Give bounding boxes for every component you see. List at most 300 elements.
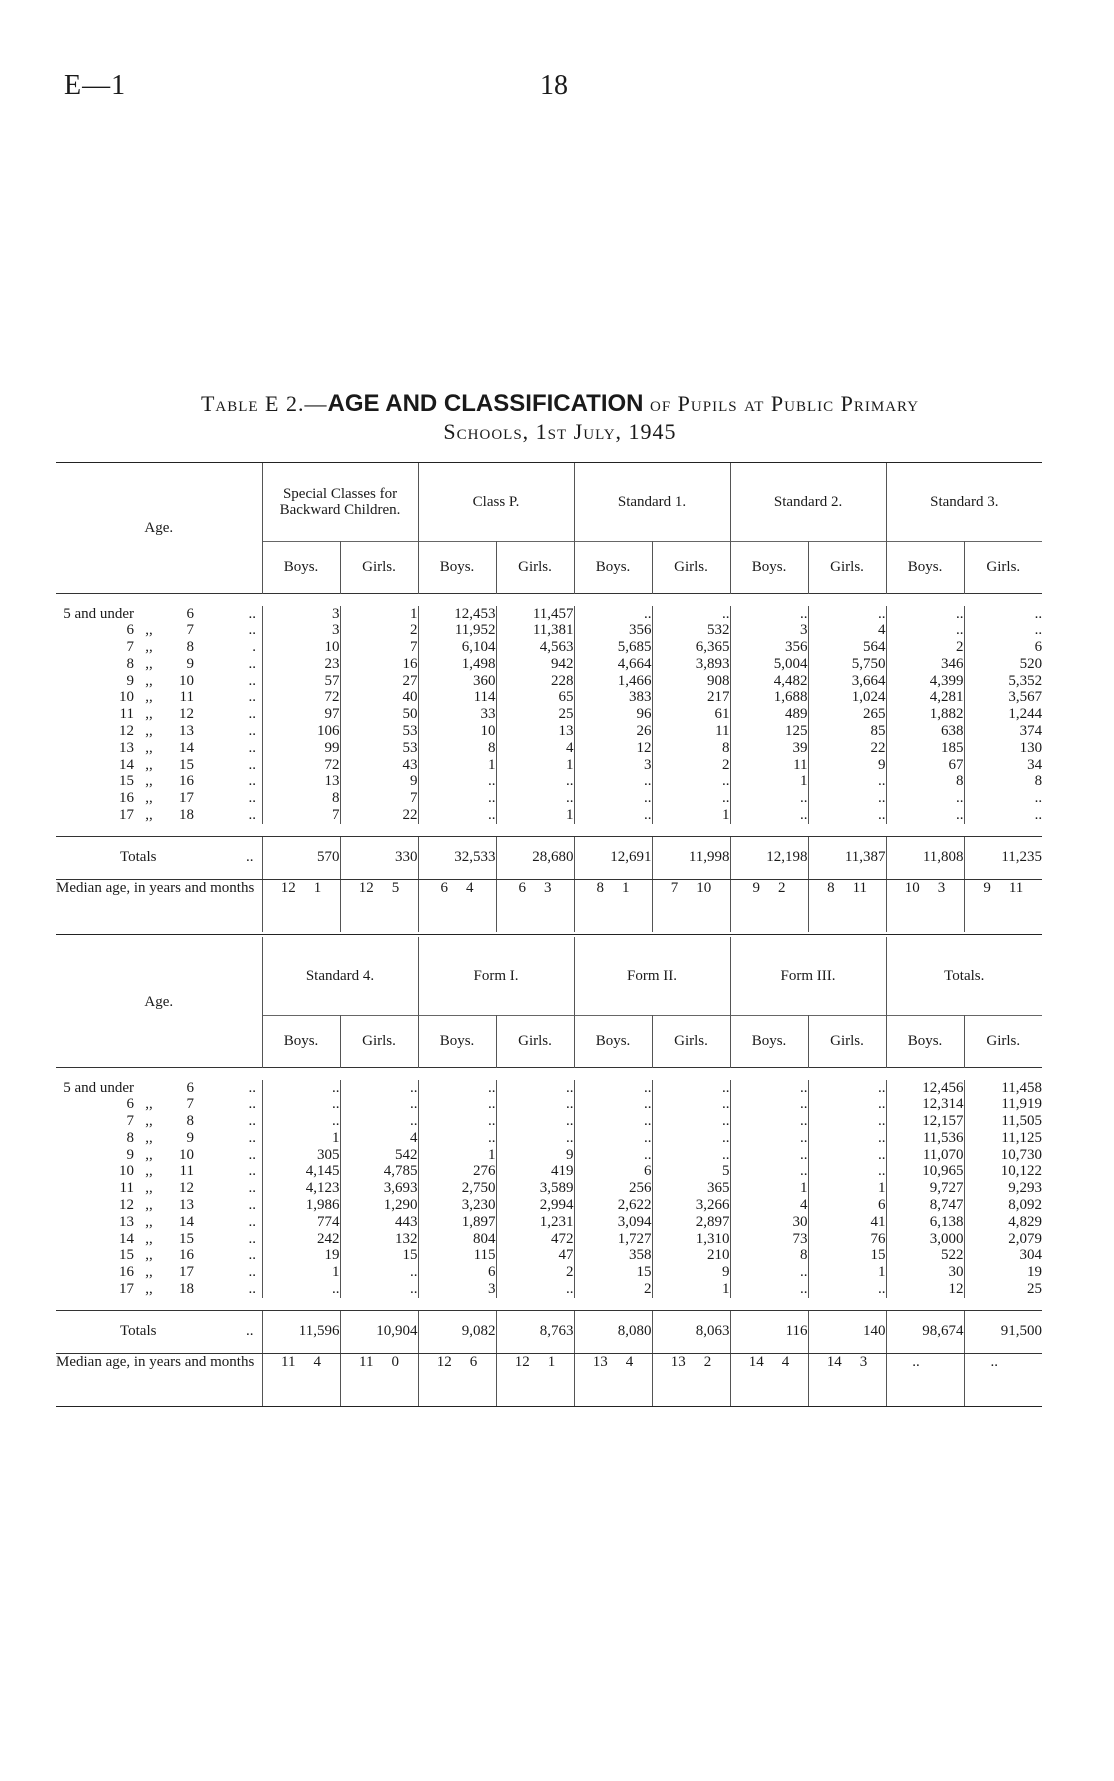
value-cell: 804 [418,1231,496,1248]
value-cell: 4,399 [886,673,964,690]
value-cell: 383 [574,689,652,706]
bottom-rule [56,1406,1042,1407]
value-cell: .. [964,622,1042,639]
value-cell: 1,310 [652,1231,730,1248]
age-cell [56,1264,262,1281]
value-cell: 489 [730,706,808,723]
table-row [56,1130,1042,1147]
value-cell: 13 [496,723,574,740]
boys-header: Boys. [262,1015,340,1067]
median-cell [808,1353,886,1406]
value-cell: 7 [262,807,340,824]
value-cell: .. [730,790,808,807]
median-years: 9 [983,879,991,896]
median-cell [262,879,340,932]
median-months: 1 [547,1353,556,1370]
age-cell [56,1113,262,1130]
age-from: 14 [119,756,134,773]
totals-row [56,1310,1042,1353]
median-months: 2 [778,879,786,896]
group-header: Totals. [886,937,1042,1015]
age-label [56,1214,262,1231]
value-cell: 1 [730,773,808,790]
age-to: 18 [179,807,194,824]
value-cell: 11,070 [886,1147,964,1164]
age-cell [56,622,262,639]
group-header: Form III. [730,937,886,1015]
age-label [56,1130,262,1147]
age-cell [56,1180,262,1197]
age-from: 10 [119,689,134,706]
value-cell: 1 [652,1281,730,1298]
value-cell: 11,458 [964,1080,1042,1097]
value-cell: 8 [730,1247,808,1264]
value-cell: 5,750 [808,656,886,673]
value-cell: 6 [574,1163,652,1180]
age-cell [56,606,262,623]
girls-header: Girls. [808,541,886,593]
value-cell: 3,266 [652,1197,730,1214]
value-cell: .. [886,807,964,824]
median-months: 6 [469,1353,478,1370]
value-cell: 1 [262,1264,340,1281]
age-from: 8 [126,1129,134,1146]
value-cell: 2,897 [652,1214,730,1231]
value-cell: .. [730,1130,808,1147]
value-cell: 265 [808,706,886,723]
value-cell: 3,664 [808,673,886,690]
median-cell [340,1353,418,1406]
value-cell: 33 [418,706,496,723]
value-cell: 774 [262,1214,340,1231]
value-cell: 11,381 [496,622,574,639]
median-cell [418,1353,496,1406]
value-cell: .. [808,807,886,824]
median-cell [574,879,652,932]
age-from: 14 [119,1230,134,1247]
value-cell: 358 [574,1247,652,1264]
value-cell: .. [340,1264,418,1281]
ditto-mark: ,, [145,1264,153,1281]
median-label: Median age, in years and months [56,879,255,896]
leader-dots: .. [248,1247,256,1264]
age-from: 11 [119,706,134,723]
ditto-mark: ,, [145,1146,153,1163]
age-label [56,1197,262,1214]
girls-header: Girls. [340,1015,418,1067]
value-cell: .. [730,1113,808,1130]
median-months: 4 [781,1353,790,1370]
total-cell: 140 [808,1310,886,1353]
total-cell: 8,763 [496,1310,574,1353]
median-label: Median age, in years and months [56,1353,255,1370]
value-cell: .. [496,1096,574,1113]
value-cell: .. [262,1080,340,1097]
value-cell: 10,965 [886,1163,964,1180]
median-row [56,879,1042,932]
ditto-mark: ,, [145,706,153,723]
value-cell: .. [652,1147,730,1164]
age-from: 5 and under [63,605,134,622]
table-row [56,1247,1042,1264]
age-label [56,1163,262,1180]
age-from: 8 [126,655,134,672]
girls-header: Girls. [808,1015,886,1067]
table-row [56,1281,1042,1298]
totals-row [56,836,1042,879]
group-header: Class P. [418,463,574,541]
leader-dots: .. [248,1096,256,1113]
table-row [56,673,1042,690]
leader-dots: .. [248,1079,256,1096]
age-label [56,773,262,790]
value-cell: .. [730,1163,808,1180]
spacer-cell [56,824,1042,837]
age-to: 14 [179,739,194,756]
age-label [56,639,262,656]
spacer-row [56,593,1042,606]
value-cell: 47 [496,1247,574,1264]
value-cell: 73 [730,1231,808,1248]
median-months: 1 [313,879,322,896]
value-cell: 106 [262,723,340,740]
value-cell: 5 [652,1163,730,1180]
spacer-cell [56,593,1042,606]
median-months: 3 [859,1353,868,1370]
totals-label-cell [56,1310,262,1353]
value-cell: .. [496,1113,574,1130]
value-cell: 40 [340,689,418,706]
leader-dots: .. [248,1180,256,1197]
value-cell: 3 [574,757,652,774]
median-years: 11 [281,1353,296,1370]
value-cell: .. [730,1080,808,1097]
value-cell: .. [730,606,808,623]
value-cell: .. [340,1281,418,1298]
value-cell: 9 [340,773,418,790]
age-to: 16 [179,773,194,790]
age-from: 9 [126,1146,134,1163]
value-cell: 130 [964,740,1042,757]
ditto-mark: ,, [145,622,153,639]
spacer-row [56,824,1042,837]
value-cell: 3,094 [574,1214,652,1231]
ditto-mark: ,, [145,1163,153,1180]
value-cell: 6 [964,639,1042,656]
leader-dots: .. [248,1146,256,1163]
age-label [56,1264,262,1281]
value-cell: 12 [886,1281,964,1298]
age-cell [56,757,262,774]
value-cell: 8 [262,790,340,807]
median-cell [496,879,574,932]
table-title [60,390,1060,446]
leader-dots: .. [248,1264,256,1281]
total-cell: 98,674 [886,1310,964,1353]
value-cell: .. [496,1281,574,1298]
value-cell: 10 [418,723,496,740]
age-cell [56,689,262,706]
median-years: 9 [752,879,761,896]
value-cell: 19 [262,1247,340,1264]
age-from: 11 [119,1180,134,1197]
value-cell: 5,685 [574,639,652,656]
value-cell: 356 [574,622,652,639]
value-cell: 532 [652,622,730,639]
median-row [56,1353,1042,1406]
value-cell: 520 [964,656,1042,673]
total-cell: 11,998 [652,836,730,879]
girls-header: Girls. [340,541,418,593]
value-cell: 1,290 [340,1197,418,1214]
value-cell: 2,622 [574,1197,652,1214]
value-cell: 443 [340,1214,418,1231]
age-label [56,1096,262,1113]
ditto-mark: ,, [145,723,153,740]
value-cell: 11 [652,723,730,740]
value-cell: 50 [340,706,418,723]
age-cell [56,1197,262,1214]
value-cell: 1 [496,757,574,774]
value-cell: .. [808,606,886,623]
value-cell: 53 [340,740,418,757]
median-cell [886,879,964,932]
leader-dots: .. [248,1197,256,1214]
median-months: 3 [544,879,552,896]
ditto-mark: ,, [145,1213,153,1230]
value-cell: 9,293 [964,1180,1042,1197]
leader-dots: .. [248,1230,256,1247]
age-label [56,606,262,623]
value-cell: .. [964,606,1042,623]
value-cell: .. [574,807,652,824]
value-cell: .. [652,1080,730,1097]
median-years: 7 [670,879,679,896]
totals-label: Totals [120,849,157,866]
median-years: 12 [280,879,296,896]
age-label [56,807,262,824]
value-cell: 2 [496,1264,574,1281]
median-years: 12 [436,1353,452,1370]
value-cell: 57 [262,673,340,690]
value-cell: 7 [340,639,418,656]
total-cell: 91,500 [964,1310,1042,1353]
value-cell: .. [730,1264,808,1281]
value-cell: 3,893 [652,656,730,673]
value-cell: 542 [340,1147,418,1164]
median-years: 12 [514,1353,530,1370]
value-cell: 4 [340,1130,418,1147]
boys-header: Boys. [262,541,340,593]
value-cell: 16 [340,656,418,673]
spacer-row [56,1067,1042,1080]
median-cell [730,1353,808,1406]
median-months: 2 [703,1353,712,1370]
value-cell: 8 [964,773,1042,790]
value-cell: 3,000 [886,1231,964,1248]
table-row [56,656,1042,673]
value-cell: .. [652,606,730,623]
value-cell: .. [808,790,886,807]
value-cell: 30 [730,1214,808,1231]
age-cell [56,673,262,690]
value-cell: 3,693 [340,1180,418,1197]
median-cell [496,1353,574,1406]
value-cell: 4,145 [262,1163,340,1180]
age-cell [56,639,262,656]
value-cell: 11 [730,757,808,774]
total-cell: 12,691 [574,836,652,879]
median-cell [964,879,1042,932]
boys-header: Boys. [418,1015,496,1067]
value-cell: 638 [886,723,964,740]
value-cell: .. [574,1130,652,1147]
median-months: 10 [696,879,712,896]
leader-dots: .. [248,1113,256,1130]
value-cell: 12,456 [886,1080,964,1097]
value-cell: 3 [418,1281,496,1298]
spacer-cell [56,1298,1042,1311]
median-cell [808,879,886,932]
girls-header: Girls. [652,1015,730,1067]
value-cell: 2 [340,622,418,639]
age-cell [56,1281,262,1298]
value-cell: 1,231 [496,1214,574,1231]
value-cell: 22 [808,740,886,757]
total-cell: 12,198 [730,836,808,879]
age-label [56,1247,262,1264]
age-header: Age. [144,519,174,536]
table-row [56,1113,1042,1130]
age-from: 10 [119,1163,134,1180]
age-to: 17 [179,1264,194,1281]
leader-dots: .. [248,1213,256,1230]
table-row [56,689,1042,706]
value-cell: 61 [652,706,730,723]
value-cell: 12 [574,740,652,757]
ditto-mark: ,, [145,689,153,706]
value-cell: 13 [262,773,340,790]
age-label [56,1080,262,1097]
age-to: 13 [179,1197,194,1214]
value-cell: 365 [652,1180,730,1197]
table-row [56,1080,1042,1097]
value-cell: 4 [808,622,886,639]
value-cell: 2 [574,1281,652,1298]
leader-dots: .. [248,605,256,622]
group-header-row [56,463,1042,541]
value-cell: .. [730,1147,808,1164]
value-cell: 4,281 [886,689,964,706]
median-years: 12 [358,879,374,896]
value-cell: 217 [652,689,730,706]
value-cell: 8 [886,773,964,790]
median-years: 14 [748,1353,764,1370]
table-row [56,807,1042,824]
value-cell: 256 [574,1180,652,1197]
median-cell [964,1353,1042,1406]
value-cell: .. [418,1080,496,1097]
leader-dots: .. [248,1129,256,1146]
girls-header: Girls. [964,541,1042,593]
value-cell: 6,365 [652,639,730,656]
median-months: 11 [1008,879,1024,896]
value-cell: .. [808,1281,886,1298]
value-cell: 11,536 [886,1130,964,1147]
table-row [56,1231,1042,1248]
age-from: 16 [119,790,134,807]
value-cell: 15 [574,1264,652,1281]
age-to: 18 [179,1281,194,1298]
value-cell: 305 [262,1147,340,1164]
value-cell: 6 [418,1264,496,1281]
group-header: Standard 2. [730,463,886,541]
leader-dots: .. [248,773,256,790]
total-cell: 330 [340,836,418,879]
value-cell: .. [574,1080,652,1097]
value-cell: .. [418,807,496,824]
girls-header: Girls. [964,1015,1042,1067]
value-cell: 2 [652,757,730,774]
group-header: Standard 3. [886,463,1042,541]
age-cell [56,1080,262,1097]
age-to: 7 [186,622,194,639]
value-cell: 1 [418,757,496,774]
value-cell: 43 [340,757,418,774]
age-cell [56,723,262,740]
value-cell: 6 [808,1197,886,1214]
age-from: 12 [119,723,134,740]
age-label [56,740,262,757]
age-label [56,673,262,690]
value-cell: 10 [262,639,340,656]
group-header: Standard 4. [262,937,418,1015]
age-from: 5 and under [63,1079,134,1096]
age-from: 9 [126,672,134,689]
value-cell: 2,994 [496,1197,574,1214]
age-from: 15 [119,773,134,790]
value-cell: .. [574,773,652,790]
totals-label-cell [56,836,262,879]
value-cell: 85 [808,723,886,740]
median-years: 6 [440,879,449,896]
value-cell: 4 [496,740,574,757]
value-cell: .. [496,790,574,807]
total-cell: 11,808 [886,836,964,879]
leader-dots: .. [248,1163,256,1180]
age-from: 7 [126,1113,134,1130]
value-cell: 4,829 [964,1214,1042,1231]
value-cell: 1,244 [964,706,1042,723]
age-cell [56,807,262,824]
leader-dots: .. [248,790,256,807]
value-cell: 114 [418,689,496,706]
value-cell: .. [808,1113,886,1130]
median-cell [730,879,808,932]
table-row [56,1180,1042,1197]
value-cell: .. [964,790,1042,807]
value-cell: .. [730,1096,808,1113]
value-cell: 26 [574,723,652,740]
age-to: 6 [186,1079,194,1096]
value-cell: .. [340,1096,418,1113]
median-years: 14 [826,1353,842,1370]
median-years: 8 [827,879,835,896]
boys-header: Boys. [886,541,964,593]
value-cell: .. [730,1281,808,1298]
ditto-mark: ,, [145,639,153,656]
value-cell: 11,125 [964,1130,1042,1147]
